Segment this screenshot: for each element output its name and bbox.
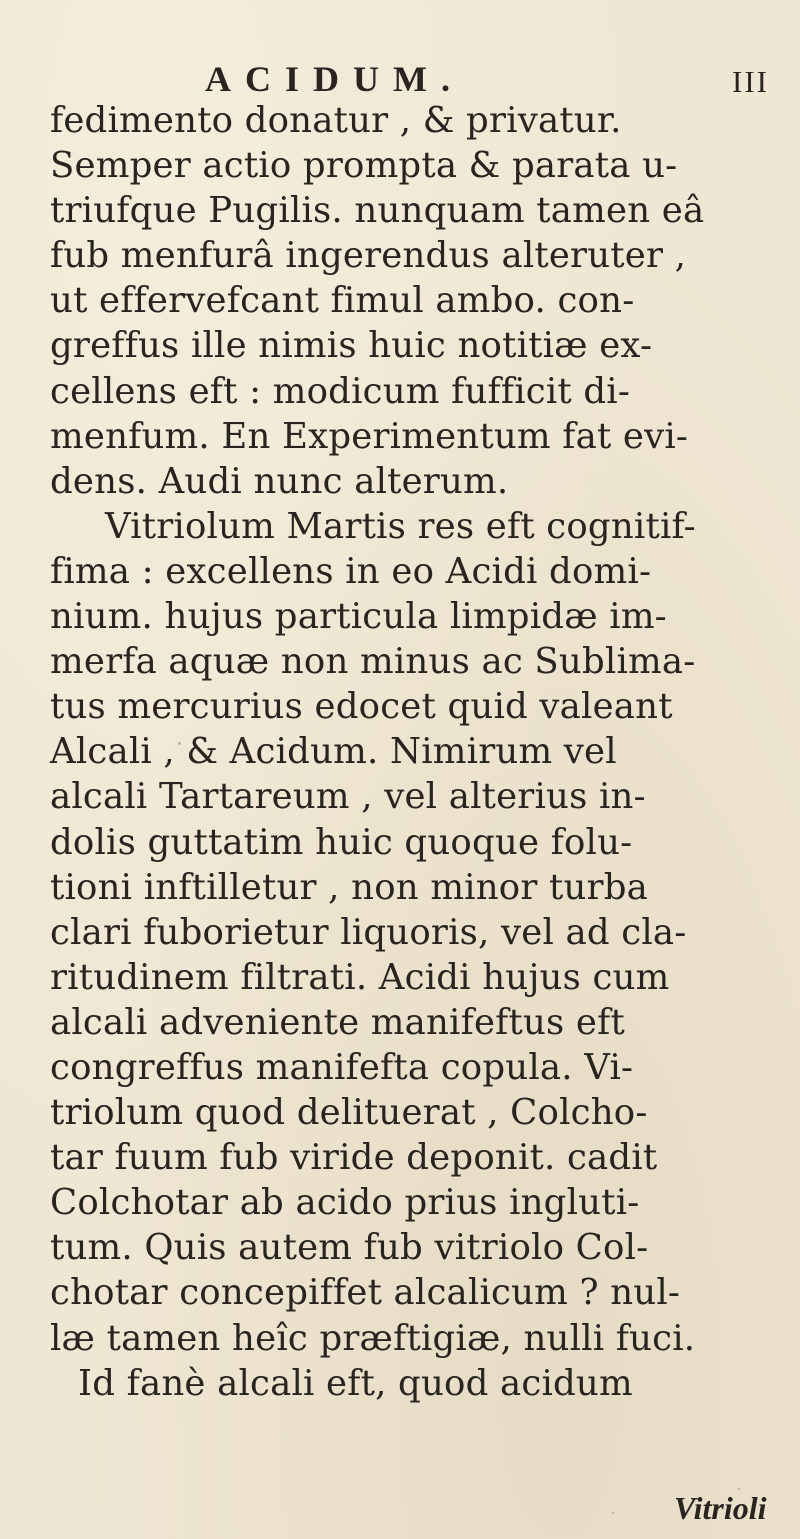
text-line: fedimento donatur , & privatur. (50, 100, 622, 141)
text-line: ritudinem filtrati. Acidi hujus cum (50, 956, 670, 998)
text-line: læ tamen heîc præftigiæ, nulli fuci. (50, 1317, 696, 1359)
running-head (0, 58, 800, 102)
text-line: menfum. En Experimentum fat evi- (50, 415, 689, 457)
paper-speck (178, 742, 181, 745)
text-line: ut effervefcant fimul ambo. con- (50, 280, 635, 322)
text-line: cellens eft : modicum fufficit di- (50, 370, 631, 412)
paper-speck (738, 1488, 740, 1490)
catchword: Vitrioli (674, 1490, 767, 1526)
text-line: merfa aquæ non minus ac Sublima- (50, 641, 696, 683)
text-line: congreffus manifefta copula. Vi- (50, 1046, 634, 1088)
running-title: ACIDUM. (205, 59, 464, 99)
text-line: chotar concepiffet alcalicum ? nul- (50, 1272, 681, 1314)
text-line: dens. Audi nunc alterum. (50, 460, 509, 502)
text-line: triufque Pugilis. nunquam tamen eâ (50, 190, 705, 232)
text-line: Colchotar ab acido prius ingluti- (50, 1182, 640, 1224)
body-text (50, 98, 760, 1406)
text-line: Vitriolum Martis res eft cognitif- (105, 505, 696, 547)
text-line: Id fanè alcali eft, quod acidum (78, 1362, 633, 1404)
text-line: nium. hujus particula limpidæ im- (50, 596, 667, 638)
text-line: tus mercurius edocet quid valeant (50, 686, 673, 728)
text-line: tar fuum fub viride deponit. cadit (50, 1137, 658, 1179)
text-line: Semper actio prompta & parata u- (50, 145, 678, 187)
text-line: clari fuborietur liquoris, vel ad cla- (50, 911, 687, 953)
text-line: greffus ille nimis huic notitiæ ex- (50, 325, 653, 367)
text-line: tioni inftilletur , non minor turba (50, 866, 649, 908)
text-line: alcali adveniente manifeftus eft (50, 1001, 625, 1043)
text-line: dolis guttatim huic quoque folu- (50, 821, 633, 863)
text-line: alcali Tartareum , vel alterius in- (50, 776, 646, 818)
text-line: Alcali , & Acidum. Nimirum vel (50, 731, 617, 773)
text-line: fima : excellens in eo Acidi domi- (50, 550, 652, 592)
page-number: III (732, 64, 769, 99)
text-line: tum. Quis autem fub vitriolo Col- (50, 1227, 649, 1269)
text-line: fub menfurâ ingerendus alteruter , (50, 235, 687, 277)
paper-speck (612, 1512, 614, 1514)
text-line: triolum quod delituerat , Colcho- (50, 1092, 648, 1134)
